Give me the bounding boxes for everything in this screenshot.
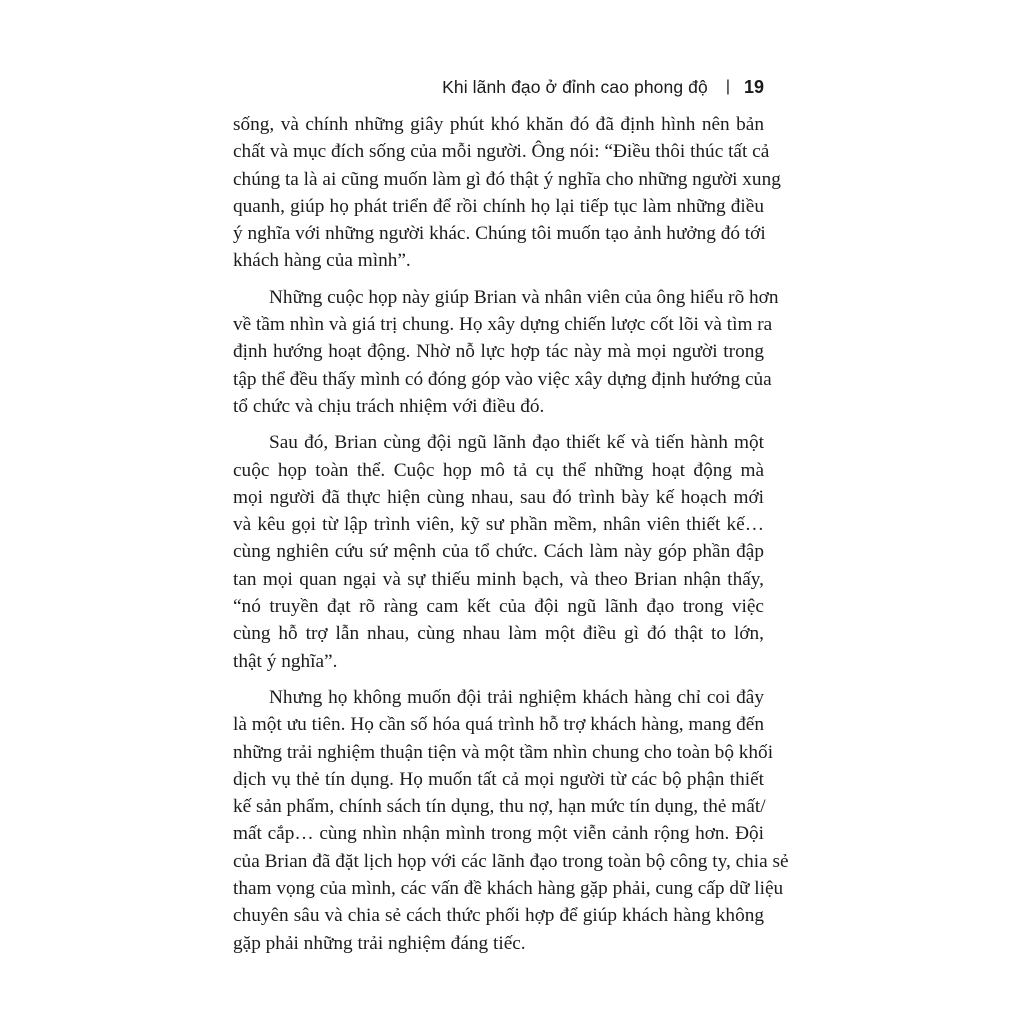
text-line: gặp phải những trải nghiệm đáng tiếc. [233,932,526,954]
text-line: tham vọng của mình, các vấn đề khách hàng gặp phải, cung cấp dữ liệu [233,878,784,900]
text-line: Nhưng họ không muốn đội trải nghiệm khách hàng chỉ coi đây [269,686,764,708]
text-line: mất cắp… cùng nhìn nhận mình trong một viễn cảnh rộng hơn. Đội [233,823,764,845]
text-line: khách hàng của mình”. [233,250,411,272]
paragraph [233,284,779,420]
text-line: chất và mục đích sống của mỗi người. Ông nói: “Điều thôi thúc tất cả [233,141,770,163]
page-body [233,111,789,957]
text-line: về tầm nhìn và giá trị chung. Họ xây dựng chiến lược cốt lõi và tìm ra [233,314,773,336]
text-line: thật ý nghĩa”. [233,650,338,672]
text-line: là một ưu tiên. Họ cần số hóa quá trình hỗ trợ khách hàng, mang đến [233,714,764,736]
text-line: và kêu gọi từ lập trình viên, kỹ sư phần mềm, nhân viên thiết kế… [233,514,764,536]
text-line: cuộc họp toàn thể. Cuộc họp mô tả cụ thể những hoạt động mà [233,459,764,481]
page-number: 19 [743,76,764,97]
running-header [233,72,764,102]
text-line: ý nghĩa với những người khác. Chúng tôi muốn tạo ảnh hưởng đó tới [233,223,766,245]
text-line: của Brian đã đặt lịch họp với các lãnh đạo trong toàn bộ công ty, chia sẻ [233,850,789,872]
paragraph [233,684,789,957]
text-line: chúng ta là ai cũng muốn làm gì đó thật ý nghĩa cho những người xung [233,168,781,190]
text-line: những trải nghiệm thuận tiện và một tầm nhìn chung cho toàn bộ khối [233,741,774,763]
paragraph [233,111,781,275]
paragraph [233,429,764,675]
text-line: “nó truyền đạt rõ ràng cam kết của đội ngũ lãnh đạo trong việc [233,596,764,618]
text-line: Sau đó, Brian cùng đội ngũ lãnh đạo thiết kế và tiến hành một [269,432,764,454]
text-line: quanh, giúp họ phát triển để rồi chính họ lại tiếp tục làm những điều [233,195,764,217]
chapter-title: Khi lãnh đạo ở đỉnh cao phong độ [442,76,708,97]
text-line: cùng hỗ trợ lẫn nhau, cùng nhau làm một điều gì đó thật to lớn, [233,623,764,645]
text-line: tổ chức và chịu trách nhiệm với điều đó. [233,395,545,417]
text-line: kế sản phẩm, chính sách tín dụng, thu nợ, hạn mức tín dụng, thẻ mất/ [233,796,766,818]
text-line: tan mọi quan ngại và sự thiếu minh bạch, và theo Brian nhận thấy, [233,568,764,590]
text-line: dịch vụ thẻ tín dụng. Họ muốn tất cả mọi người từ các bộ phận thiết [233,768,764,790]
text-line: định hướng hoạt động. Nhờ nỗ lực hợp tác này mà mọi người trong [233,341,764,363]
text-line: chuyên sâu và chia sẻ cách thức phối hợp để giúp khách hàng không [233,905,764,927]
header-separator: | [725,78,730,95]
text-line: cùng nghiên cứu sứ mệnh của tổ chức. Cách làm này góp phần đập [233,541,764,563]
text-line: Những cuộc họp này giúp Brian và nhân viên của ông hiểu rõ hơn [269,286,779,308]
text-line: mọi người đã thực hiện cùng nhau, sau đó trình bày kế hoạch mới [233,486,764,508]
text-line: sống, và chính những giây phút khó khăn đó đã định hình nên bản [233,114,764,135]
text-line: tập thể đều thấy mình có đóng góp vào việc xây dựng định hướng của [233,368,772,390]
